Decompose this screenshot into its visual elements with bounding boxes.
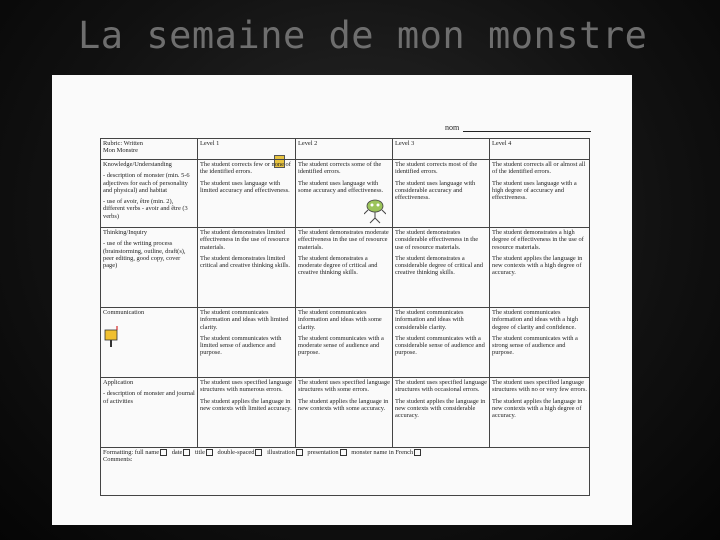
criteria-label: Communication [103,309,145,316]
descriptor: The student uses language with considerable accuracy and effectiveness. [395,179,476,202]
rubric-footer-row [101,448,590,496]
level-cell [490,308,590,378]
level-cell [393,308,490,378]
level-3-header: Level 3 [393,139,490,160]
descriptor: The student corrects some of the identified errors. [298,161,382,176]
criteria-detail: - description of monster (min. 5-6 adjectives for each of personality and physical) and habitat [103,172,190,194]
format-item-full-name: full name [134,449,160,456]
level-cell [198,378,296,448]
format-item-monster-name: monster name in French [351,449,414,456]
descriptor: The student uses language with limited accuracy and effectiveness. [200,179,290,194]
slide-title: La semaine de mon monstre [78,14,648,57]
level-cell [296,228,393,308]
criteria-cell [101,160,198,228]
descriptor: The student uses specified language structures with occasional errors. [395,379,487,394]
criteria-label: Thinking/Inquiry [103,229,148,236]
descriptor: The student communicates with a considerable sense of audience and purpose. [395,334,485,357]
descriptor: The student uses specified language structures with numerous errors. [200,379,292,394]
descriptor: The student demonstrates limited effectiveness in the use of resource materials. [200,229,290,251]
level-cell [490,228,590,308]
checkbox[interactable] [160,449,167,456]
descriptor: The student communicates with limited sense of audience and purpose. [200,334,282,357]
level-cell [490,160,590,228]
descriptor: The student demonstrates a high degree of effectiveness in the use of resource materials. [492,229,584,251]
level-cell [490,378,590,448]
level-cell [393,228,490,308]
rubric-row-communication [101,308,590,378]
rubric-title-cell [101,139,198,160]
descriptor: The student demonstrates considerable effectiveness in the use of resource materials. [395,229,479,251]
checkbox[interactable] [296,449,303,456]
formatting-line [103,449,587,456]
format-item-double-spaced: double-spaced [217,449,255,456]
criteria-cell [101,228,198,308]
descriptor: The student uses specified language structures with some errors. [298,379,390,394]
criteria-detail: - use of avoir, être (min. 2), different verbs - avoir and être (3 verbs) [103,198,188,220]
formatting-cell [101,448,590,496]
level-cell [198,308,296,378]
rubric-document [52,75,632,525]
name-line [463,131,591,132]
descriptor: The student communicates with a moderate sense of audience and purpose. [298,334,384,357]
rubric-header-row [101,139,590,160]
format-item-presentation: presentation [307,449,339,456]
level-cell [296,378,393,448]
mailbox-icon [103,326,121,348]
level-cell [393,160,490,228]
descriptor: The student uses language with a high degree of accuracy and effectiveness. [492,179,577,202]
descriptor: The student demonstrates moderate effectiveness in the use of resource materials. [298,229,389,251]
level-4-header: Level 4 [490,139,590,160]
criteria-label: Knowledge/Understanding [103,161,172,168]
checkbox[interactable] [340,449,347,456]
descriptor: The student communicates information and ideas with a high degree of clarity and confidence. [492,309,579,331]
rubric-row-thinking [101,228,590,308]
level-cell [198,160,296,228]
level-1-header: Level 1 [198,139,296,160]
descriptor: The student applies the language in new contexts with a high degree of accuracy. [492,397,583,420]
criteria-label: Application [103,379,134,386]
descriptor: The student uses language with some accuracy and effectiveness. [298,179,384,194]
descriptor: The student uses specified language structures with no or very few errors. [492,379,587,394]
criteria-cell [101,308,198,378]
rubric-subtitle: Mon Monstre [103,147,138,155]
rubric-table [100,138,590,496]
descriptor: The student communicates information and ideas with limited clarity. [200,309,289,331]
level-2-header: Level 2 [296,139,393,160]
checkbox[interactable] [183,449,190,456]
formatting-label: Formatting: [103,449,134,456]
descriptor: The student communicates information and ideas with some clarity. [298,309,382,331]
level-cell [393,378,490,448]
format-item-illustration: illustration [267,449,295,456]
descriptor: The student applies the language in new contexts with limited accuracy. [200,397,292,412]
descriptor: The student demonstrates a considerable degree of critical and creative thinking skills. [395,254,484,277]
level-cell [296,308,393,378]
rubric-title: Rubric: Written [103,140,143,147]
descriptor: The student demonstrates a moderate degree of critical and creative thinking skills. [298,254,378,277]
checkbox[interactable] [206,449,213,456]
criteria-cell [101,378,198,448]
checkbox[interactable] [414,449,421,456]
criteria-detail: - description of monster and journal of activities [103,390,195,405]
rubric-row-knowledge [101,160,590,228]
format-item-date: date [171,449,183,456]
level-cell [198,228,296,308]
name-label: nom [445,123,460,132]
descriptor: The student applies the language in new contexts with a high degree of accuracy. [492,254,583,277]
descriptor: The student applies the language in new contexts with some accuracy. [298,397,389,412]
criteria-detail: - use of the writing process (brainstorming, outline, draft(s), peer editing, good copy, cover page) [103,240,186,270]
comments-label: Comments: [103,456,133,464]
descriptor: The student demonstrates limited critical and creative thinking skills. [200,254,290,270]
descriptor: The student communicates with a strong sense of audience and purpose. [492,334,578,357]
descriptor: The student corrects all or almost all of the identified errors. [492,161,586,176]
level-cell [296,160,393,228]
descriptor: The student applies the language in new contexts with considerable accuracy. [395,397,486,420]
rubric-row-application [101,378,590,448]
descriptor: The student communicates information and ideas with considerable clarity. [395,309,464,331]
format-item-title: title [194,449,205,456]
descriptor: The student corrects few or none of the identified errors. [200,161,291,176]
name-field [445,123,591,132]
checkbox[interactable] [255,449,262,456]
descriptor: The student corrects most of the identified errors. [395,161,478,176]
